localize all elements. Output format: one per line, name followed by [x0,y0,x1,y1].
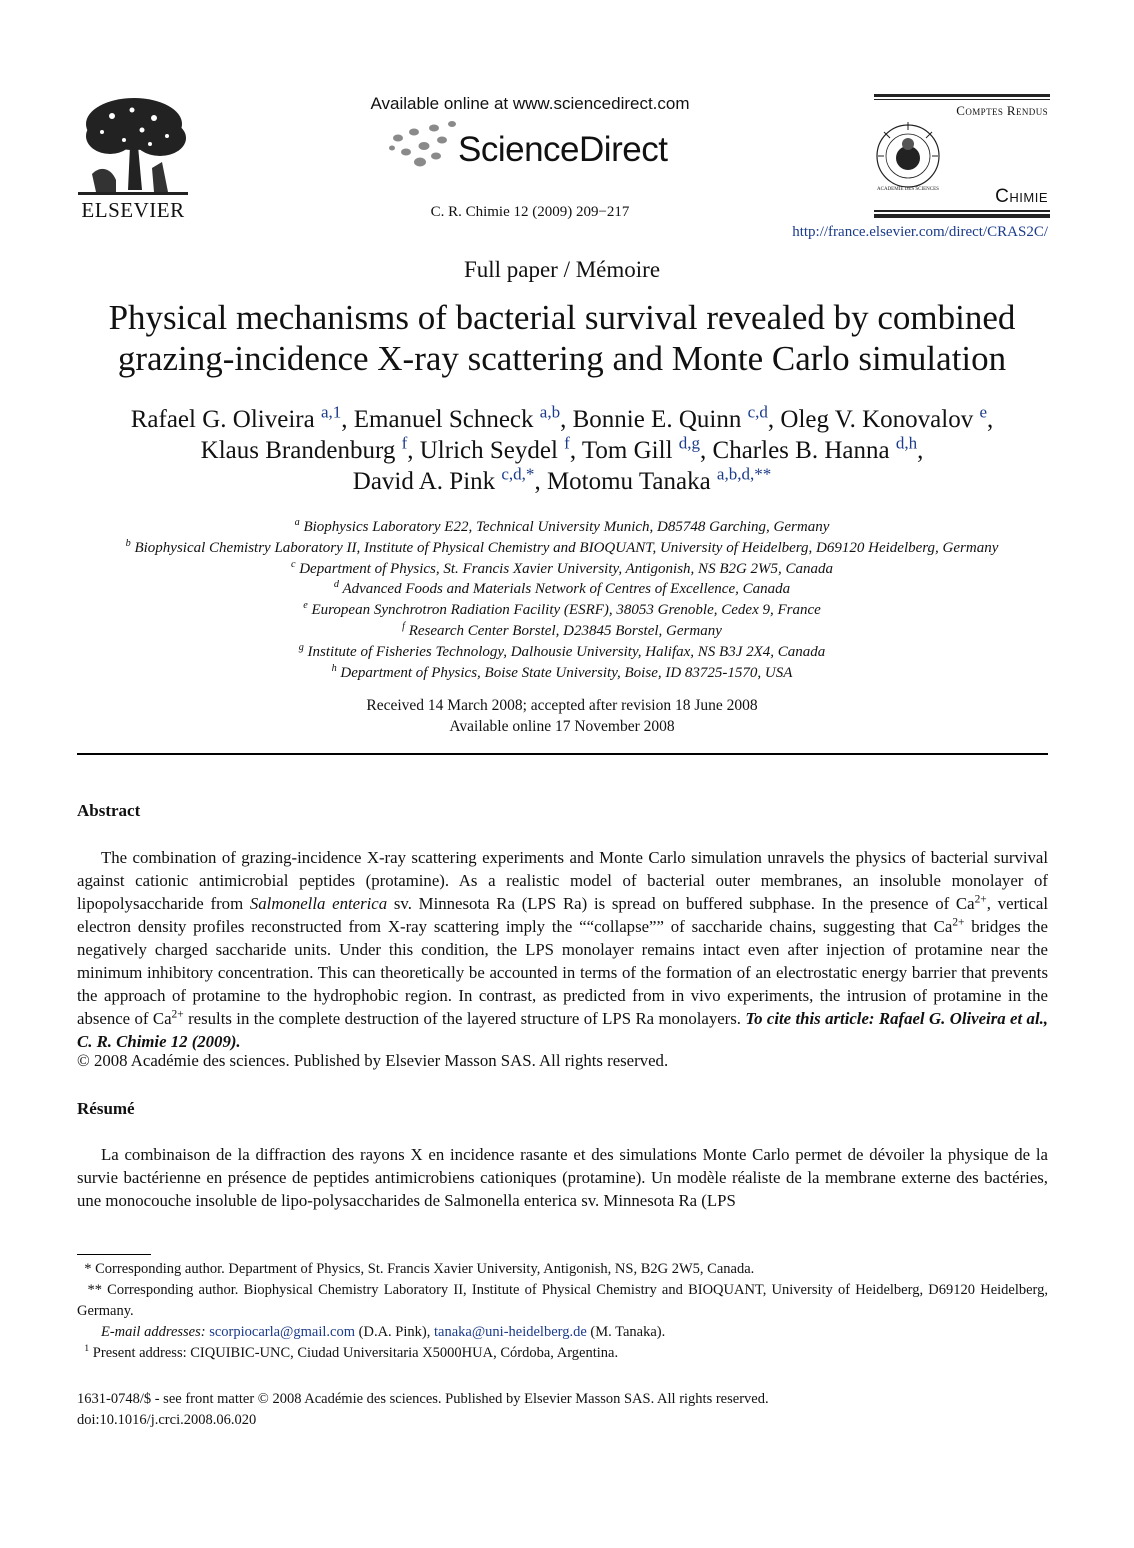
email-owner: (M. Tanaka). [590,1324,666,1340]
author-affil-link[interactable]: a,1 [320,402,342,422]
author-separator: , [407,437,420,464]
footnote-item [77,1259,1048,1280]
author-separator: , [987,406,994,433]
abstract-span: sv. Minnesota Ra (LPS Ra) is spread on buffered subphase. In the presence of Ca [387,894,975,913]
available-online-text: Available online at www.sciencedirect.com [370,94,690,113]
email-link[interactable]: scorpiocarla@gmail.com [209,1324,356,1340]
abstract-span: The combination of grazing-incidence X-ray scattering experiments and Monte Carlo simulation unravels the physics of bacterial survival against cationic antimicrobial peptides (protamine). As a realistic model of bacterial outer membranes, an insoluble monolayer of lipopolysaccharide from [77,848,1048,913]
ion-charge: 2+ [974,893,987,906]
abstract-span: , vertical electron density profiles reconstructed from X-ray scattering imply the ““collapse”” of saccharide chains, suggesting that Ca [77,894,1048,936]
affiliation-list [60,517,1064,683]
author-separator: , [700,437,713,464]
footnote-mark: * [84,1261,92,1277]
footnote-text: Corresponding author. Department of Physics, St. Francis Xavier University, Antigonish, NS, B2G 2W5, Canada. [95,1261,755,1277]
author-name: Bonnie E. Quinn [572,406,742,433]
email-owner: (D.A. Pink), [358,1324,431,1340]
footnote-item [77,1280,1048,1322]
author-affil-link[interactable]: e [979,402,988,422]
received-date: Received 14 March 2008; accepted after revision 18 June 2008 [366,697,758,714]
affiliation-key: a [294,517,300,528]
affiliation-key: d [333,579,339,591]
journal-url-link[interactable]: http://france.elsevier.com/direct/CRAS2C/ [792,224,1048,240]
abstract-copyright: © 2008 Académie des sciences. Published by Elsevier Masson SAS. All rights reserved. [77,1051,669,1070]
abstract-text [77,846,1048,1053]
author-separator: , [917,437,924,464]
author-separator: , [767,406,781,433]
front-matter-info [77,1389,1048,1431]
author-name: Klaus Brandenburg [200,437,396,464]
sciencedirect-wordmark: ScienceDirect [458,130,668,169]
author-affil-link[interactable]: d,g [678,433,701,453]
affiliation-text: European Synchrotron Radiation Facility (ESRF), 38053 Grenoble, Cedex 9, France [311,602,821,619]
comptes-rendus-title: Comptes Rendus [956,103,1048,118]
ion-charge: 2+ [952,916,965,929]
author-line-3 [60,466,1064,497]
email-link[interactable]: tanaka@uni-heidelberg.de [433,1324,587,1340]
affiliation-text: Biophysical Chemistry Laboratory II, Institute of Physical Chemistry and BIOQUANT, University of Heidelberg, D69120 Heidelberg, Germany [134,539,999,556]
title-line-2: grazing-incidence X-ray scattering and Monte Carlo simulation [117,339,1007,378]
chimie-title: Chimie [995,186,1048,207]
affiliation-text: Department of Physics, St. Francis Xavier University, Antigonish, NS B2G 2W5, Canada [299,560,834,577]
affiliation-key: f [402,620,405,632]
issn-line: 1631-0748/$ - see front matter © 2008 Académie des sciences. Published by Elsevier Masson SAS. All rights reserved. [77,1391,769,1407]
author-line-1 [60,404,1064,435]
footnote-divider [77,1254,151,1255]
footnote-text: Present address: CIQUIBIC-UNC, Ciudad Universitaria X5000HUA, Córdoba, Argentina. [92,1345,619,1361]
affiliation-text: Department of Physics, Boise State University, Boise, ID 83725-1570, USA [340,664,793,681]
article-dates [60,695,1064,737]
abstract-heading: Abstract [77,801,141,820]
doi-line: doi:10.1016/j.crci.2008.06.020 [77,1412,257,1428]
footnote-mark: 1 [84,1343,90,1355]
paper-type: Full paper / Mémoire [463,257,661,282]
abstract-span: results in the complete destruction of the layered structure of LPS Ra monolayers. [183,1009,746,1028]
abstract-span: bridges the negatively charged saccharide units. Under this condition, the LPS monolayer remains intact even after injection of protamine near the minimum inhibitory concentration. This can theoretically be accounted in terms of the formation of an electrostatic energy barrier that prevents the approach of protamine to the hydrophobic region. In contrast, as predicted from in vivo experiments, the intrusion of protamine in the absence of Ca [77,917,1048,1028]
author-affil-link[interactable]: c,d [747,402,768,422]
journal-reference: C. R. Chimie 12 (2009) 209−217 [430,204,630,220]
affiliation-key: h [331,662,337,674]
affiliation-item [60,642,1064,663]
species-name: Salmonella enterica [249,894,388,913]
author-affil-link[interactable]: a,b,d,** [716,464,772,484]
affiliation-item [60,559,1064,580]
seal-text: ACADEMIE DES SCIENCES [877,187,939,192]
affiliation-key: c [290,558,296,570]
resume-heading: Résumé [77,1099,135,1118]
affiliation-item [60,600,1064,621]
author-name: Charles B. Hanna [712,437,890,464]
author-name: David A. Pink [352,468,496,495]
affiliation-key: g [298,641,304,653]
affiliation-item [60,517,1064,538]
author-name: Oleg V. Konovalov [780,406,974,433]
affiliation-item [60,663,1064,684]
author-list [60,404,1064,497]
author-affil-link[interactable]: f [564,433,570,453]
author-affil-link[interactable]: d,h [895,433,918,453]
resume-text [77,1143,1048,1212]
resume-paragraph: La combinaison de la diffraction des rayons X en incidence rasante et des simulations Monte Carlo permet de dévoiler la physique de la survie bactérienne en présence de peptides antimicrobiens cationiques (protamine). Un modèle réaliste de la membrane externe des bactéries, une monocouche insoluble de lipo-polysaccharides de Salmonella enterica sv. Minnesota Ra (LPS [77,1145,1048,1210]
affiliation-item [60,538,1064,559]
title-line-1: Physical mechanisms of bacterial survival revealed by combined [108,298,1016,337]
abstract-paragraph [77,846,1048,1053]
author-name: Motomu Tanaka [546,468,711,495]
affiliation-item [60,621,1064,642]
author-separator: , [341,406,354,433]
elsevier-wordmark: ELSEVIER [81,198,185,222]
available-date: Available online 17 November 2008 [449,718,675,735]
footnote-item [77,1343,1048,1364]
cite-this-article: To cite this article: Rafael G. Oliveira et al., C. R. Chimie 12 (2009). [77,1009,1048,1051]
affiliation-item [60,579,1064,600]
affiliation-text: Research Center Borstel, D23845 Borstel, Germany [408,622,722,639]
affiliation-key: e [303,600,308,612]
author-name: Tom Gill [581,437,673,464]
author-line-2 [60,435,1064,466]
author-affil-link[interactable]: c,d,* [501,464,535,484]
ion-charge: 2+ [171,1008,184,1021]
footnote-text: Corresponding author. Biophysical Chemistry Laboratory II, Institute of Physical Chemistry and BIOQUANT, University of Heidelberg, D69120 Heidelberg, Germany. [77,1282,1048,1319]
author-name: Ulrich Seydel [419,437,558,464]
author-affil-link[interactable]: f [401,433,408,453]
affiliation-key: b [125,537,131,549]
email-label: E-mail addresses: [101,1324,206,1340]
footnote-item [77,1322,1048,1343]
paper-title [60,297,1064,379]
author-separator: , [560,406,573,433]
section-divider [77,753,1048,755]
footnote-mark: ** [87,1282,102,1298]
author-name: Rafael G. Oliveira [130,406,315,433]
footnotes [77,1259,1048,1364]
author-separator: , [534,468,547,495]
author-affil-link[interactable]: a,b [539,402,561,422]
author-separator: , [569,437,582,464]
affiliation-text: Advanced Foods and Materials Network of Centres of Excellence, Canada [342,581,791,598]
affiliation-text: Biophysics Laboratory E22, Technical University Munich, D85748 Garching, Germany [303,519,830,535]
author-name: Emanuel Schneck [353,406,534,433]
affiliation-text: Institute of Fisheries Technology, Dalhousie University, Halifax, NS B3J 2X4, Canada [307,643,826,660]
